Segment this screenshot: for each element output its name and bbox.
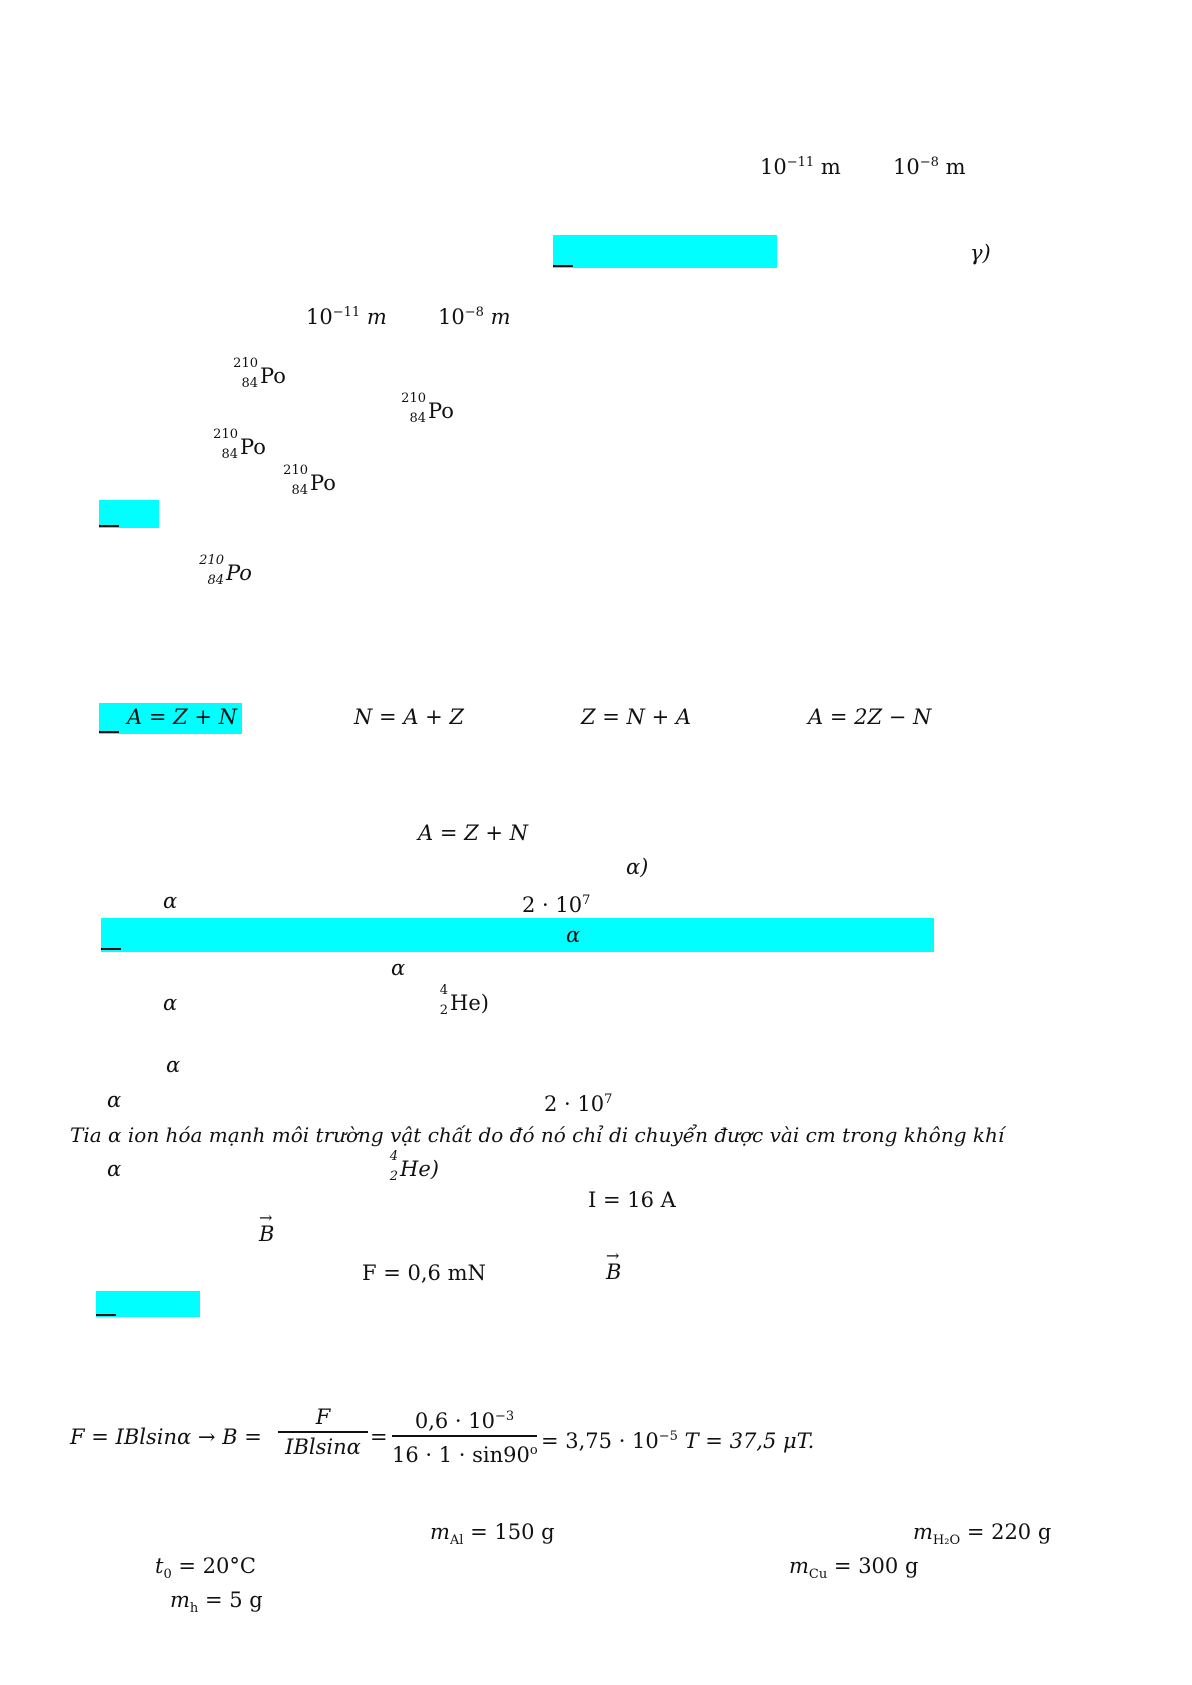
q2-answer-highlight [99, 500, 159, 528]
q3-option-c: Z = N + A [581, 705, 692, 729]
q1-range-b: $10^{-8}$ m [893, 155, 966, 179]
q6-mass-h: $m_h = 5$ g [170, 1588, 263, 1617]
q4-option-alpha-c: α [391, 956, 406, 980]
q4-option-alpha-b: α [566, 923, 581, 947]
q3-option-b: N = A + Z [354, 705, 465, 729]
q5-force: F = 0,6 mN [362, 1261, 486, 1285]
q4-option-alpha-d: α [163, 991, 178, 1015]
q6-mass-cu: $m_{Cu} = 300$ g [789, 1554, 919, 1583]
q4-explain-alpha-1: α [166, 1053, 181, 1077]
q5-b-vector-1: → B [259, 1208, 275, 1246]
q3-option-d: A = 2Z − N [808, 705, 932, 729]
q4-explain-line: Tia α ion hóa mạnh môi trường vật chất do đó nó chỉ di chuyển được vài cm trong không khí [70, 1123, 1005, 1147]
q4-answer-mark [101, 948, 121, 950]
q5-fraction-2: $0,6 \cdot 10^{-3}$ $16 \cdot 1 \cdot \sin 90^o$ [392, 1409, 538, 1467]
q4-explain-alpha-2: α [107, 1088, 122, 1112]
q4-speed-a: $2 \cdot 10^7$ [522, 893, 591, 917]
q2-answer-mark [99, 525, 119, 527]
q5-b-vector-2: → B [606, 1246, 622, 1284]
q1-answer-highlight [553, 235, 777, 268]
q3-explain-formula: A = Z + N [418, 821, 529, 845]
q1-explain-range-a: $10^{-11}$ m [306, 305, 387, 329]
q6-mass-water: $m_{H_2O} = 220$ g [913, 1520, 1052, 1549]
q4-explain-speed: $2 \cdot 10^7$ [544, 1092, 613, 1116]
q5-answer-mark [96, 1314, 116, 1316]
q1-gamma-tail: γ) [970, 241, 991, 265]
q4-option-alpha-a: α [163, 889, 178, 913]
q1-explain-range-b: $10^{-8}$ m [438, 305, 511, 329]
q5-fraction-1: F IBlsinα [278, 1403, 368, 1461]
q6-mass-al: $m_{Al} = 150$ g [430, 1520, 555, 1549]
q4-alpha-tail: α) [626, 855, 649, 879]
q1-range-a: $10^{-11}$ m [760, 155, 841, 179]
q5-formula-left: F = IBlsinα → B = [70, 1425, 262, 1449]
q3-option-a: A = Z + N [127, 705, 238, 729]
q5-current: I = 16 A [588, 1188, 676, 1212]
q4-answer-highlight [101, 918, 934, 952]
q4-explain-alpha-3: α [107, 1157, 122, 1181]
q1-answer-mark [553, 265, 573, 267]
q3-answer-mark [99, 731, 119, 733]
q5-result: = $3,75 \cdot 10^{-5}$ T = 37,5 μT. [541, 1429, 815, 1453]
q6-initial-temp: $t_0 = 20^\circ C$ [155, 1554, 256, 1583]
q5-equals: = [370, 1425, 388, 1449]
